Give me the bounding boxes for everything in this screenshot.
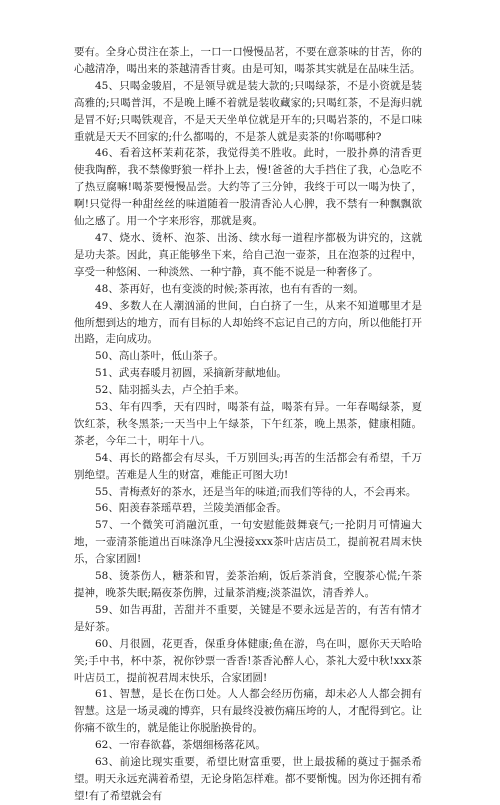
paragraph-6: 49、多数人在人潮汹涌的世间，白白挤了一生，从来不知道哪里才是他所想到达的地方，而有目标的人却始终不忘记自己的方向，所以他能打开出路，走向成功。 — [74, 299, 422, 346]
paragraph-9: 52、陆羽摇头去，卢仝拍手来。 — [95, 384, 245, 397]
paragraph-1: 要有。全身心贯注在茶上，一口一口慢慢品茗，不要在意茶味的甘苦，你的心越清净，喝出来的茶越清香甘爽。由是可知，喝茶其实就是在品味生活。 — [74, 46, 422, 75]
paragraph-17: 60、月很圆，花更香，保重身体健康;鱼在游，鸟在叫，愿你天天哈哈笑;手中书，杯中茶，祝你钞票一香香!茶香沁醉人心，茶礼大爱中秋!xxx茶叶店员工，提前祝君周末快乐，合家团圆! — [74, 637, 422, 684]
paragraph-2: 45、只喝金骏眉，不是领导就是装大款的;只喝绿茶，不是小资就是装高雅的;只喝普洱，不是晚上睡不着就是装收藏家的;只喝红茶，不是海归就是冒不好;只喝铁观音，不是天天坐单位就是开车的;只喝岩茶的，不是口味重就是天天不回家的;什么都喝的，不是茶人就是卖茶的!你喝哪种? — [74, 79, 422, 143]
document-page — [74, 44, 422, 805]
paragraph-3: 46、看着这杯茉莉花茶，我觉得美不胜收。此时，一股扑鼻的清香更使我陶醉，我不禁像野狼一样扑上去，慢!爸爸的大手挡住了我，心急吃不了热豆腐嘛!喝茶要慢慢品尝。大约等了三分钟，我终于可以一喝为快了，啊!只觉得一种甜丝丝的味道随着一股清香沁人心脾，我不禁有一种飘飘欲仙之感了。用一个字来形容，那就是爽。 — [74, 147, 422, 228]
paragraph-13: 56、阳羡春茶瑶草碧，兰陵美酒郁金香。 — [95, 502, 287, 515]
paragraph-8: 51、武夷春暖月初圆，采摘新芽献地仙。 — [95, 367, 287, 380]
paragraph-11: 54、再长的路都会有尽头，千万别回头;再苦的生活都会有希望，千万别绝望。苦难是人生的财富，难能正可图大功! — [74, 451, 422, 481]
paragraph-19: 62、一帘春欲暮，茶烟细杨落花风。 — [95, 739, 266, 752]
paragraph-20: 63、前途比现实重要，希望比财富重要，世上最拔稀的奠过于掘杀希望。明天永远充满着希望，无论身陷怎样难。都不要惭愧。因为你还拥有希望!有了希望就会有 — [74, 756, 422, 802]
paragraph-4: 47、烧水、烫杯、泡茶、出汤、续水每一道程序都极为讲究的，这就是功夫茶。因此，真正能够坐下来，给自己泡一壶茶，且在泡茶的过程中，享受一种悠闲、一种淡然、一种宁静，真不能不说是一种奢侈了。 — [74, 231, 422, 278]
paragraph-7: 50、高山茶叶，低山茶子。 — [95, 350, 224, 363]
paragraph-10: 53、年有四季，天有四时，喝茶有益，喝茶有异。一年春喝绿茶，夏饮红茶，秋冬黑茶;一天当中上午绿茶，下午红茶，晚上黑茶，健康相随。茶老，今年二十，明年十八。 — [74, 401, 422, 447]
paragraph-5: 48、茶再好，也有变淡的时候;茶再浓，也有有香的一刻。 — [95, 282, 364, 295]
paragraph-16: 59、如告再甜，苦甜并不重要，关键是不要永远是苦的，有苦有情才是好茶。 — [74, 603, 422, 633]
paragraph-14: 57、一个微笑可消融沉重，一句安慰能鼓舞衰气;一抡阴月可情遍大地，一壶清茶能道出百味涤净凡尘漫接xxx茶叶店店员工，提前祝君周末快乐，合家团圆! — [74, 519, 422, 566]
paragraph-12: 55、青梅煮好的茶水，还是当年的味道;而我们等待的人，不会再来。 — [95, 485, 417, 498]
paragraph-15: 58、烫茶伤人，糖茶和胃，姜茶治痢，饭后茶消食，空腹茶心慌;午茶提神，晚茶失眠;隔夜茶伤脾，过量茶消瘦;淡茶温饮，清香养人。 — [74, 570, 422, 599]
paragraph-18: 61、智慧，是长在伤口处。人人都会经历伤痛，却未必人人都会拥有智慧。这是一场灵魂的博弈，只有最终没被伤痛压垮的人，才配得到它。让你痛不欲生的，就是能让你脱胎换骨的。 — [74, 688, 422, 735]
